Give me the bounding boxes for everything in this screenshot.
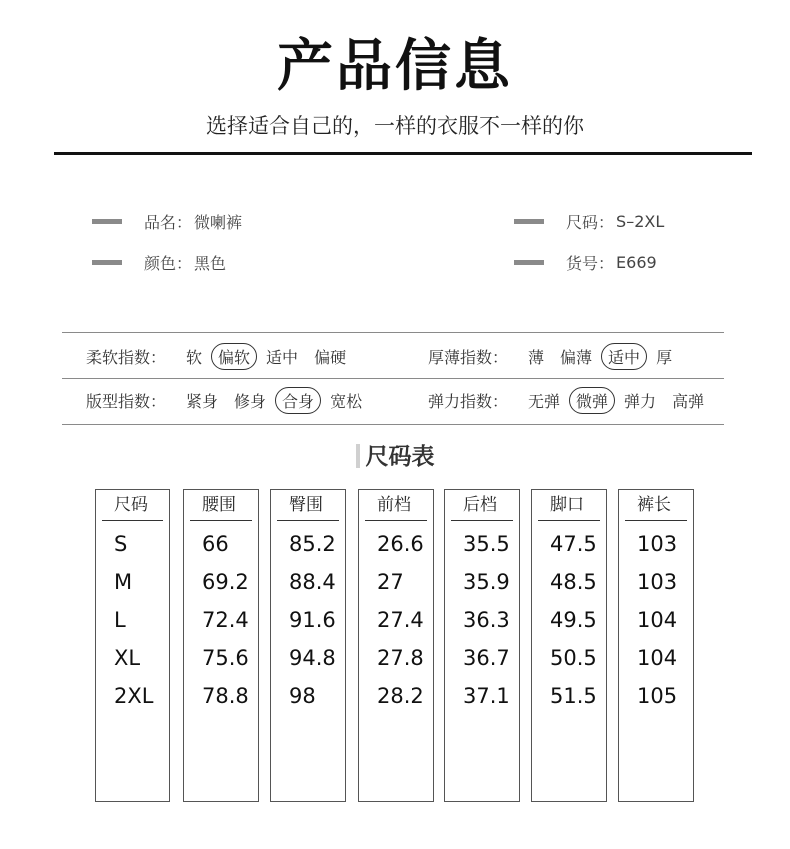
- dash-icon: [514, 219, 544, 224]
- table-cell: 103: [637, 532, 678, 556]
- column-header: 后档: [451, 490, 513, 521]
- index-option: 软: [186, 347, 203, 367]
- info-label: 品名: [144, 213, 177, 232]
- softness-index: [86, 340, 362, 372]
- index-label: 厚薄指数：: [428, 347, 509, 367]
- table-cell: 2XL: [114, 684, 154, 708]
- page-subtitle: 选择适合自己的，一样的衣服不一样的你: [206, 114, 584, 138]
- table-cell: 49.5: [550, 608, 597, 632]
- table-cell: 103: [637, 570, 678, 594]
- table-cell: 104: [637, 646, 678, 670]
- index-option: 薄: [528, 347, 545, 367]
- index-option: 弹力: [624, 391, 657, 411]
- column-header: 臀围: [277, 490, 339, 521]
- heading-bar: [356, 444, 360, 468]
- index-option: 偏薄: [560, 347, 593, 367]
- table-cell: 69.2: [202, 570, 249, 594]
- table-cell: 98: [289, 684, 316, 708]
- info-product-name: 品名 ： 微喇裤: [92, 210, 242, 233]
- index-label: 弹力指数：: [428, 391, 509, 411]
- size-column: [531, 489, 607, 802]
- info-label: 颜色: [144, 254, 177, 273]
- index-option: 宽松: [330, 391, 363, 411]
- index-rule-bottom: [62, 424, 724, 425]
- info-value: 微喇裤: [194, 213, 243, 232]
- dash-icon: [514, 260, 544, 265]
- table-cell: 78.8: [202, 684, 249, 708]
- table-cell: 35.9: [463, 570, 510, 594]
- column-header: 腰围: [190, 490, 252, 521]
- table-cell: 94.8: [289, 646, 336, 670]
- info-label: 尺码: [566, 213, 599, 232]
- column-header: 脚口: [538, 490, 600, 521]
- table-cell: 27.8: [377, 646, 424, 670]
- table-cell: 27.4: [377, 608, 424, 632]
- index-option: 适中: [266, 347, 299, 367]
- index-option-selected: 偏软: [211, 343, 257, 370]
- table-cell: S: [114, 532, 128, 556]
- table-cell: 36.7: [463, 646, 510, 670]
- table-cell: 88.4: [289, 570, 336, 594]
- size-column: [444, 489, 520, 802]
- table-cell: 105: [637, 684, 678, 708]
- size-table-heading: 尺码表: [0, 438, 790, 471]
- table-cell: 50.5: [550, 646, 597, 670]
- index-rule-top: [62, 332, 724, 333]
- index-option: 无弹: [528, 391, 561, 411]
- size-column: [183, 489, 259, 802]
- title-divider: [54, 152, 752, 155]
- table-cell: 47.5: [550, 532, 597, 556]
- table-cell: 37.1: [463, 684, 510, 708]
- index-label: 版型指数：: [86, 391, 167, 411]
- table-cell: 26.6: [377, 532, 424, 556]
- index-option: 厚: [656, 347, 673, 367]
- info-label: 货号: [566, 254, 599, 273]
- column-header: 前档: [365, 490, 427, 521]
- info-value: S–2XL: [616, 212, 665, 231]
- table-cell: M: [114, 570, 133, 594]
- table-cell: L: [114, 608, 126, 632]
- table-cell: 85.2: [289, 532, 336, 556]
- size-column: [618, 489, 694, 802]
- table-cell: 91.6: [289, 608, 336, 632]
- page-title: 产品信息: [277, 34, 513, 99]
- index-option-selected: 合身: [275, 387, 321, 414]
- table-cell: 75.6: [202, 646, 249, 670]
- table-cell: 28.2: [377, 684, 424, 708]
- table-cell: 35.5: [463, 532, 510, 556]
- index-option-selected: 微弹: [569, 387, 615, 414]
- table-cell: 66: [202, 532, 229, 556]
- info-color: 颜色 ： 黑色: [92, 251, 226, 274]
- dash-icon: [92, 260, 122, 265]
- index-option: 修身: [234, 391, 267, 411]
- size-column: [95, 489, 170, 802]
- table-cell: XL: [114, 646, 141, 670]
- thickness-index: [428, 340, 688, 372]
- column-header: 裤长: [625, 490, 687, 521]
- table-cell: 27: [377, 570, 404, 594]
- info-value: 黑色: [194, 254, 227, 273]
- fit-index: [86, 384, 378, 416]
- info-value: E669: [616, 253, 657, 272]
- column-header: 尺码: [102, 490, 163, 521]
- table-cell: 48.5: [550, 570, 597, 594]
- index-rule-middle: [62, 378, 724, 379]
- table-cell: 72.4: [202, 608, 249, 632]
- elasticity-index: [428, 384, 720, 416]
- index-label: 柔软指数：: [86, 347, 167, 367]
- index-option-selected: 适中: [601, 343, 647, 370]
- size-column: [358, 489, 434, 802]
- index-option: 偏硬: [314, 347, 347, 367]
- info-size-range: 尺码 ： S–2XL: [514, 210, 664, 233]
- info-item-number: 货号 ： E669: [514, 251, 657, 274]
- size-column: [270, 489, 346, 802]
- table-cell: 51.5: [550, 684, 597, 708]
- table-cell: 104: [637, 608, 678, 632]
- dash-icon: [92, 219, 122, 224]
- index-option: 高弹: [672, 391, 705, 411]
- table-cell: 36.3: [463, 608, 510, 632]
- index-option: 紧身: [186, 391, 219, 411]
